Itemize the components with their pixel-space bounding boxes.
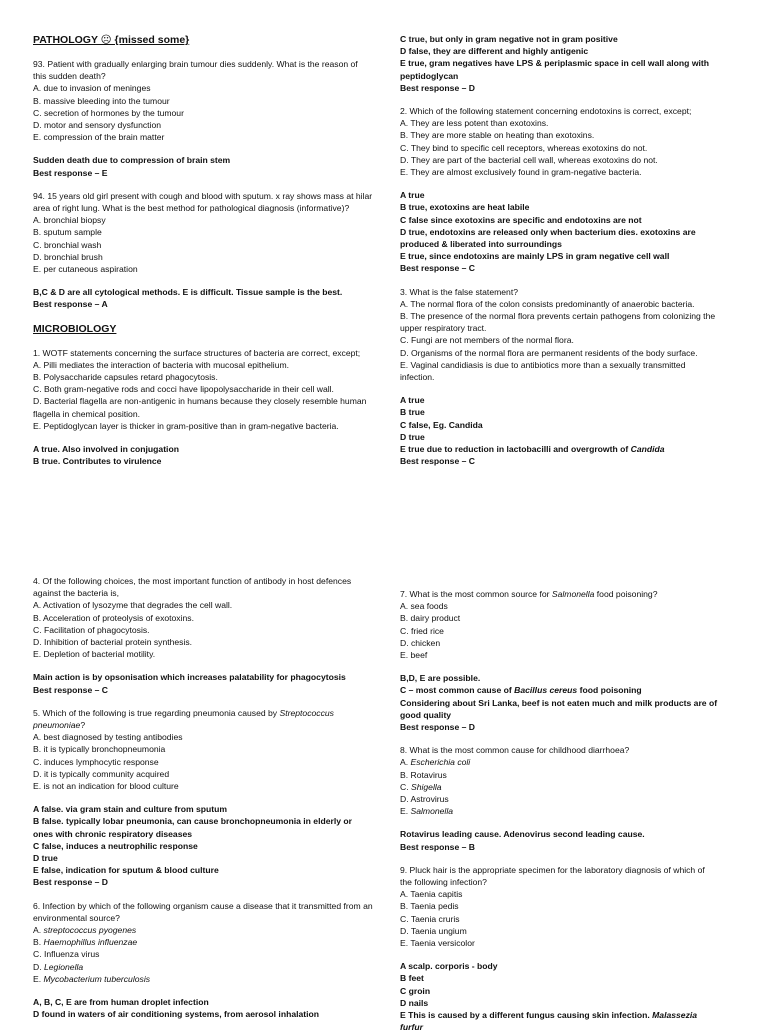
- question-94: [33, 190, 373, 275]
- option-letter: B.: [33, 937, 42, 948]
- option-letter: E.: [33, 973, 42, 984]
- question-6: [33, 900, 373, 985]
- option: C. They bind to specific cell receptors, whereas exotoxins do not.: [400, 142, 648, 153]
- best-response: Best response – E: [33, 167, 108, 178]
- answer-3: [400, 394, 718, 467]
- organism-name: Candida: [630, 444, 665, 455]
- option: A. Activation of lysozyme that degrades the cell wall.: [33, 600, 233, 611]
- question-text: 6. Infection by which of the following organism cause a disease that it transmitted from an environmental source?: [33, 900, 373, 923]
- question-3: [400, 286, 718, 384]
- organism-name: Haemophillus influenzae: [43, 937, 138, 948]
- answer-6: [33, 996, 373, 1020]
- option: D. motor and sensory dysfunction: [33, 120, 162, 131]
- option: C. bronchial wash: [33, 239, 102, 250]
- option-letter: A.: [400, 757, 409, 768]
- option: D. Organisms of the normal flora are permanent residents of the body surface.: [400, 347, 698, 358]
- option: D. They are part of the bacterial cell wall, whereas exotoxins do not.: [400, 154, 658, 165]
- option: B. massive bleeding into the tumour: [33, 95, 170, 106]
- explanation: A true: [400, 395, 425, 406]
- explanation-text: E true due to reduction in lactobacilli and overgrowth of: [400, 444, 629, 455]
- explanation-text: C – most common cause of: [400, 685, 512, 696]
- option-letter: D.: [33, 961, 42, 972]
- option-letter: E.: [400, 806, 409, 817]
- answer-7: [400, 672, 718, 733]
- option: B. Taenia pedis: [400, 901, 459, 912]
- option: C. secretion of hormones by the tumour: [33, 107, 184, 118]
- option: B. They are more stable on heating than exotoxins.: [400, 130, 595, 141]
- explanation: B feet: [400, 973, 424, 984]
- question-text: 93. Patient with gradually enlarging brain tumour dies suddenly. What is the reason of this sudden death?: [33, 59, 358, 82]
- option: C. Both gram-negative rods and cocci have lipopolysaccharide in their cell wall.: [33, 384, 334, 395]
- question-text: 2. Which of the following statement concerning endotoxins is correct, except;: [400, 106, 692, 117]
- explanation: E true, gram negatives have LPS & periplasmic space in cell wall along with peptidoglycan: [400, 58, 710, 81]
- organism-name: Salmonella: [551, 589, 595, 599]
- option: [400, 756, 718, 768]
- best-response: Best response – D: [400, 82, 475, 93]
- answer-8: [400, 828, 718, 852]
- explanation: Considering about Sri Lanka, beef is not eaten much and milk products are of good quality: [400, 697, 718, 720]
- best-response: Best response – D: [400, 722, 475, 733]
- question-8: [400, 744, 718, 817]
- option: E. Peptidoglycan layer is thicker in gram-positive than in gram-negative bacteria.: [33, 420, 339, 431]
- explanation: D true, endotoxins are released only when bacterium dies. exotoxins are produced & liberated into surroundings: [400, 226, 696, 250]
- answer-94: [33, 286, 373, 310]
- organism-name: Bacillus cereus: [514, 685, 578, 696]
- question-1: [33, 347, 373, 432]
- option: A. bronchial biopsy: [33, 215, 106, 226]
- option: A. sea foods: [400, 601, 448, 612]
- option: D. it is typically community acquired: [33, 768, 170, 779]
- explanation: B true: [400, 407, 425, 418]
- organism-name: Malassezia furfur: [400, 1010, 698, 1033]
- organism-name: Streptococcus pneumoniae: [33, 707, 334, 731]
- right-column-bottom: [400, 588, 718, 1034]
- question-2: [400, 105, 718, 178]
- answer-5: [33, 803, 373, 888]
- organism-name: Mycobacterium tuberculosis: [43, 973, 151, 984]
- explanation: B true, exotoxins are heat labile: [400, 202, 530, 213]
- microbiology-heading: MICROBIOLOGY: [33, 322, 117, 335]
- organism-name: Legionella: [43, 961, 84, 972]
- best-response: Best response – C: [33, 684, 108, 695]
- answer-1-continued: [400, 33, 718, 94]
- option: E. beef: [400, 650, 428, 661]
- option: D. Astrovirus: [400, 794, 449, 805]
- explanation-text: food poisoning: [579, 685, 642, 696]
- explanation: B,D, E are possible.: [400, 673, 481, 684]
- question-mark: ?: [80, 720, 86, 731]
- explanation: [400, 1009, 718, 1033]
- answer-1: [33, 443, 373, 467]
- explanation: B false. typically lobar pneumonia, can cause bronchopneumonia in elderly or ones with chronic respiratory diseases: [33, 816, 353, 839]
- explanation: C false, Eg. Candida: [400, 419, 483, 430]
- question-text-part: food poisoning?: [596, 589, 658, 599]
- option: E. Depletion of bacterial motility.: [33, 649, 156, 660]
- option: D. bronchial brush: [33, 251, 103, 262]
- option: B. it is typically bronchopneumonia: [33, 744, 166, 755]
- option: D. Inhibition of bacterial protein synthesis.: [33, 637, 193, 648]
- option: A. due to invasion of meninges: [33, 83, 151, 94]
- option: C. fried rice: [400, 625, 444, 636]
- question-text-part: 7. What is the most common source for: [400, 589, 550, 599]
- option: E. is not an indication for blood culture: [33, 781, 179, 792]
- option: [400, 805, 718, 817]
- explanation: B,C & D are all cytological methods. E is difficult. Tissue sample is the best.: [33, 287, 343, 298]
- option-letter: C.: [400, 781, 409, 792]
- option: C. Facilitation of phagocytosis.: [33, 624, 150, 635]
- explanation: Sudden death due to compression of brain stem: [33, 155, 231, 166]
- question-text: 94. 15 years old girl present with cough and blood with sputum. x ray shows mass at hilar area of right lung. What is the best method for pathological diagnosis (informative)?: [33, 190, 373, 214]
- explanation: D true: [33, 853, 58, 864]
- explanation-text: E This is caused by a different fungus causing skin infection.: [400, 1010, 650, 1021]
- explanation: D false, they are different and highly antigenic: [400, 46, 589, 57]
- option: A. They are less potent than exotoxins.: [400, 118, 549, 129]
- best-response: Best response – C: [400, 456, 475, 467]
- question-4: [33, 575, 373, 660]
- option: C. Fungi are not members of the normal flora.: [400, 335, 574, 346]
- option: B. dairy product: [400, 613, 461, 624]
- explanation: D found in waters of air conditioning systems, from aerosol inhalation: [33, 1009, 320, 1020]
- explanation: A true. Also involved in conjugation: [33, 444, 179, 455]
- question-text: 1. WOTF statements concerning the surface structures of bacteria are correct, except;: [33, 347, 361, 358]
- explanation: A false. via gram stain and culture from sputum: [33, 804, 228, 815]
- option: C. Taenia cruris: [400, 913, 460, 924]
- question-7: [400, 588, 718, 661]
- option: A. best diagnosed by testing antibodies: [33, 732, 183, 743]
- option: [400, 781, 718, 793]
- option: E. Taenia versicolor: [400, 938, 475, 949]
- explanation: E false, indication for sputum & blood culture: [33, 865, 219, 876]
- best-response: Best response – C: [400, 263, 475, 274]
- explanation: D nails: [400, 997, 429, 1008]
- explanation: A true: [400, 190, 425, 201]
- explanation: Rotavirus leading cause. Adenovirus second leading cause.: [400, 829, 645, 840]
- explanation: [400, 684, 718, 696]
- explanation: A, B, C, E are from human droplet infection: [33, 997, 209, 1008]
- option: [33, 961, 373, 973]
- option: A. The normal flora of the colon consists predominantly of anaerobic bacteria.: [400, 298, 695, 309]
- question-text: 3. What is the false statement?: [400, 286, 518, 297]
- question-5: [33, 707, 373, 792]
- explanation: A scalp. corporis - body: [400, 961, 498, 972]
- explanation: D true: [400, 431, 425, 442]
- right-column-top: [400, 33, 718, 468]
- option: B. Acceleration of proteolysis of exotoxins.: [33, 612, 194, 623]
- best-response: Best response – D: [33, 877, 108, 888]
- option: A. Taenia capitis: [400, 889, 463, 900]
- option: D. Taenia ungium: [400, 925, 467, 936]
- explanation: C groin: [400, 985, 431, 996]
- question-text: 4. Of the following choices, the most important function of antibody in host defences against the bacteria is,: [33, 576, 352, 599]
- answer-9: [400, 960, 718, 1033]
- answer-93: [33, 154, 373, 178]
- explanation: C false since exotoxins are specific and endotoxins are not: [400, 214, 642, 225]
- option: C. Influenza virus: [33, 949, 100, 960]
- explanation: [400, 443, 718, 455]
- best-response: Best response – B: [400, 841, 475, 852]
- question-text: 8. What is the most common cause for childhood diarrhoea?: [400, 745, 630, 756]
- answer-2: [400, 189, 718, 274]
- option: [33, 973, 373, 985]
- explanation: E true, since endotoxins are mainly LPS in gram negative cell wall: [400, 251, 670, 262]
- option: B. sputum sample: [33, 227, 102, 238]
- pathology-heading: PATHOLOGY ☹ {missed some}: [33, 34, 190, 46]
- organism-name: streptococcus pyogenes: [43, 925, 137, 936]
- option: E. compression of the brain matter: [33, 132, 165, 143]
- option: B. Polysaccharide capsules retard phagocytosis.: [33, 372, 218, 383]
- explanation: Main action is by opsonisation which increases palatability for phagocytosis: [33, 672, 346, 683]
- explanation: C false, induces a neutrophilic response: [33, 840, 198, 851]
- organism-name: Salmonella: [410, 806, 454, 817]
- question-text: [400, 588, 718, 600]
- question-text: [33, 707, 373, 731]
- answer-4: [33, 671, 373, 695]
- left-column-top: [33, 33, 373, 467]
- option: [33, 936, 373, 948]
- option: A. Pilli mediates the interaction of bacteria with mucosal epithelium.: [33, 359, 290, 370]
- option: C. induces lymphocytic response: [33, 756, 159, 767]
- question-text-part: 5. Which of the following is true regarding pneumonia caused by: [33, 707, 278, 718]
- left-column-bottom: [33, 575, 373, 1021]
- question-93: [33, 58, 373, 143]
- organism-name: Shigella: [410, 781, 442, 792]
- option: E. per cutaneous aspiration: [33, 264, 138, 275]
- best-response: Best response – A: [33, 299, 108, 310]
- option: E. Vaginal candidiasis is due to antibiotics more than a sexually transmitted infection.: [400, 359, 686, 383]
- organism-name: Escherichia coli: [410, 757, 471, 768]
- question-9: [400, 864, 718, 949]
- option: B. The presence of the normal flora prevents certain pathogens from colonizing the upper respiratory tract.: [400, 311, 716, 334]
- explanation: C true, but only in gram negative not in gram positive: [400, 34, 618, 44]
- explanation: B true. Contributes to virulence: [33, 456, 162, 467]
- option-letter: A.: [33, 925, 42, 936]
- question-text: 9. Pluck hair is the appropriate specimen for the laboratory diagnosis of which of the following infection?: [400, 864, 705, 888]
- option: D. chicken: [400, 637, 441, 648]
- option: [33, 924, 373, 936]
- option: B. Rotavirus: [400, 769, 447, 780]
- option: E. They are almost exclusively found in gram-negative bacteria.: [400, 167, 642, 178]
- option: D. Bacterial flagella are non-antigenic in humans because they closely resemble human flagella in chemical position.: [33, 396, 367, 419]
